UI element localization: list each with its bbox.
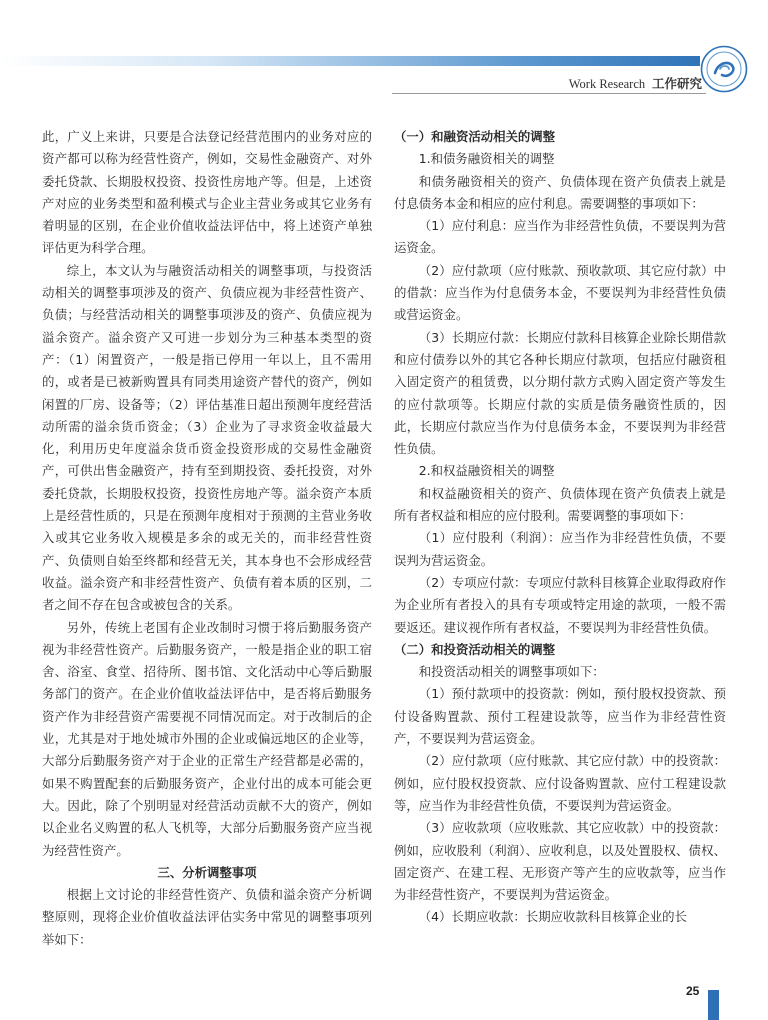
header-accent-bar	[0, 56, 700, 66]
body-paragraph: （1）应付股利（利润）：应当作为非经营性负债，不要误判为营运资金。	[394, 530, 726, 568]
body-paragraph: 另外，传统上老国有企业改制时习惯于将后勤服务资产视为非经营性资产。后勤服务资产，一般是指企业的职工宿舍、浴室、食堂、招待所、图书馆、文化活动中心等后勤服务部门的资产。在企业价值收益法评估中，是否将后勤服务资产作为非经营资产需要视不同情况而定。对于改制后的企业，尤其是对于地处城市外围的企业或偏远地区的企业等，大部分后勤服务资产对于企业的正常生产经营都是必需的，如果不购置配套的后勤服务资产，企业付出的成本可能会更大。因此，除了个别明显对经营活动贡献不大的资产，例如以企业名义购置的私人飞机等，大部分后勤服务资产应当视为经营性资产。	[42, 619, 372, 858]
body-paragraph: 综上，本文认为与融资活动相关的调整事项，与投资活动相关的调整事项涉及的资产、负债应视为非经营性资产、负债；与经营活动相关的调整事项涉及的资产、负债应视为溢余资产。溢余资产又可进一步划分为三种基本类型的资产：（1）闲置资产，一般是指已停用一年以上，且不需用的，或者是已被新购置具有同类用途资产替代的资产，例如闲置的厂房、设备等；（2）评估基准日超出预测年度经营活动所需的溢余货币资金；（3）企业为了寻求资金收益最大化，利用历史年度溢余货币资金投资形成的交易性金融资产，可供出售金融资产，持有至到期投资、委托投资，对外委托贷款，长期股权投资，投资性房地产等。溢余资产本质上是经营性质的，只是在预测年度相对于预测的主营业务收入或其它业务收入规模是多余的或无关的，而非经营性资产、负债则自始至终都和经营无关，其本身也不会形成经营收益。溢余资产和非经营性资产、负债有着本质的区别，二者之间不存在包含或被包含的关系。	[42, 262, 372, 613]
body-paragraph: 1.和债务融资相关的调整	[418, 151, 555, 167]
body-paragraph: （3）长期应付款：长期应付款科目核算企业除长期借款和应付债券以外的其它各种长期应付款项，包括应付融资租入固定资产的租赁费，以分期付款方式购入固定资产等发生的应付款项等。长期应付款的实质是债务融资性质的，因此，长期应付款应当作为付息债务本金，不要误判为非经营性负债。	[394, 329, 726, 457]
section-heading: 三、分析调整事项	[157, 864, 257, 880]
running-header	[569, 74, 702, 92]
body-paragraph: （2）应付款项（应付账款、其它应付款）中的投资款：例如，应付股权投资款、应付设备购置款、应付工程建设款等，应当作为非经营性负债，不要误判为营运资金。	[394, 753, 726, 813]
body-paragraph: （2）专项应付款：专项应付款科目核算企业取得政府作为企业所有者投入的具有专项或特定用途的款项，一般不需要返还。建议视作所有者权益，不要误判为非经营性负债。	[394, 574, 726, 635]
body-paragraph: 和债务融资相关的资产、负债体现在资产负债表上就是付息债务本金和相应的应付利息。需要调整的事项如下：	[394, 173, 726, 211]
body-paragraph: 根据上文讨论的非经营性资产、负债和溢余资产分析调整原则，现将企业价值收益法评估实务中常见的调整事项列举如下：	[42, 887, 372, 947]
body-paragraph: （4）长期应收款：长期应收款科目核算企业的长	[418, 909, 687, 925]
body-paragraph: （2）应付款项（应付账款、预收款项、其它应付款）中的借款：应当作为付息债务本金，不要误判为非经营性负债或营运资金。	[394, 262, 726, 323]
footer-accent-bar	[708, 990, 719, 1020]
journal-name-english: Work Research	[568, 77, 646, 91]
journal-name-chinese: 工作研究	[651, 76, 702, 91]
body-paragraph: 2.和权益融资相关的调整	[418, 463, 555, 479]
page-number: 25	[686, 984, 700, 998]
body-paragraph: （1）预付款项中的投资款：例如，预付股权投资款、预付设备购置款、预付工程建设款等，应当作为非经营性资产，不要误判为营运资金。	[394, 686, 726, 747]
left-text-column	[42, 126, 372, 951]
header-rule	[392, 93, 706, 94]
body-paragraph: 此，广义上来讲，只要是合法登记经营范围内的业务对应的资产都可以称为经营性资产，例如，交易性金融资产、对外委托贷款、长期股权投资、投资性房地产等。但是，上述资产对应的业务类型和盈利模式与企业主营业务或其它业务有着明显的区别，在企业价值收益法评估中，将上述资产单独评估更为科学合理。	[42, 129, 372, 256]
right-text-column	[394, 126, 726, 929]
body-paragraph: 和投资活动相关的调整事项如下：	[418, 664, 605, 680]
body-paragraph: 和权益融资相关的资产、负债体现在资产负债表上就是所有者权益和相应的应付股利。需要调整的事项如下：	[394, 485, 726, 524]
body-paragraph: （3）应收款项（应收账款、其它应收款）中的投资款：例如，应收股利（利润）、应收利息，以及处置股权、债权、固定资产、在建工程、无形资产等产生的应收款等，应当作为非经营性资产，不要误判为营运资金。	[394, 820, 726, 903]
body-paragraph: （1）应付利息：应当作为非经营性负债，不要误判为营运资金。	[394, 218, 726, 256]
journal-emblem-icon	[700, 45, 748, 93]
section-heading: （二）和投资活动相关的调整	[394, 641, 556, 657]
section-heading: （一）和融资活动相关的调整	[394, 129, 556, 144]
